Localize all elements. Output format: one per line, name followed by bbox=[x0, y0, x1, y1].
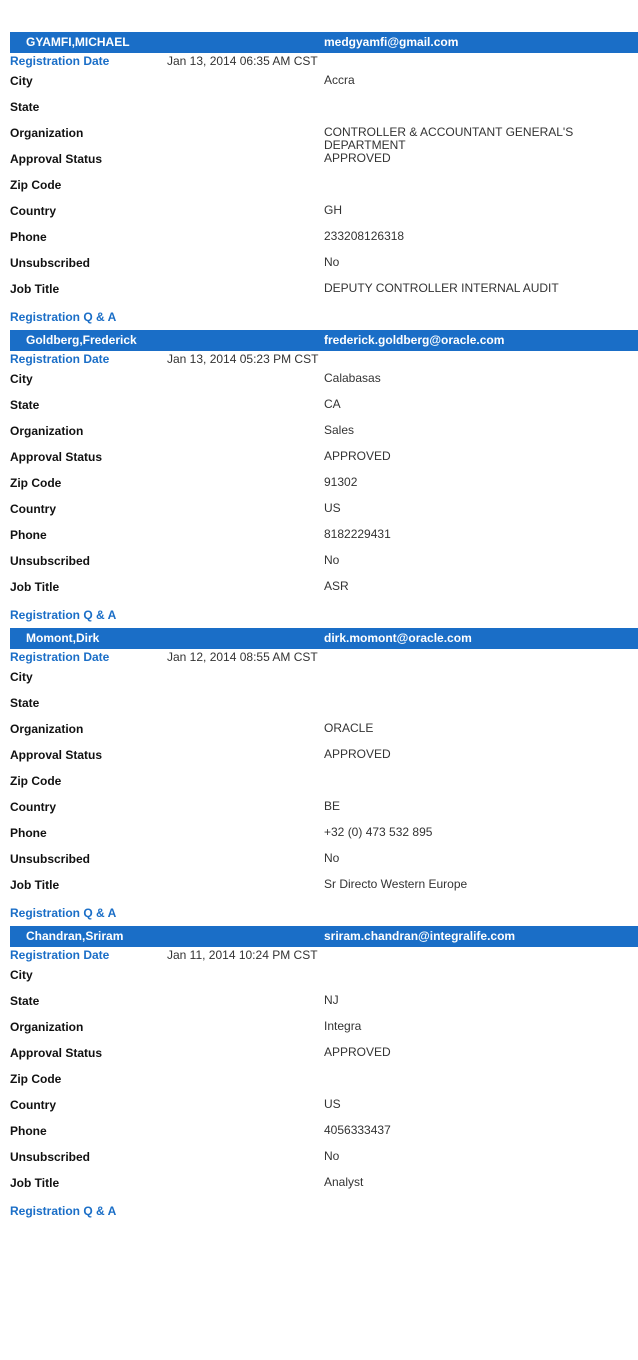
organization-row bbox=[10, 424, 630, 450]
city-label: City bbox=[10, 74, 33, 88]
state-row bbox=[10, 100, 630, 126]
registration-date-value: Jan 11, 2014 10:24 PM CST bbox=[167, 948, 318, 962]
approval-status-value: APPROVED bbox=[324, 449, 391, 463]
organization-value: Integra bbox=[324, 1019, 362, 1033]
job-title-label: Job Title bbox=[10, 282, 60, 296]
country-label: Country bbox=[10, 204, 56, 218]
approval-status-row bbox=[10, 1046, 630, 1072]
zip-code-row bbox=[10, 178, 630, 204]
approval-status-label: Approval Status bbox=[10, 1046, 103, 1060]
organization-row bbox=[10, 722, 630, 748]
organization-label: Organization bbox=[10, 424, 84, 438]
country-row bbox=[10, 502, 630, 528]
phone-label: Phone bbox=[10, 1124, 47, 1138]
country-value: US bbox=[324, 1097, 341, 1111]
unsubscribed-value: No bbox=[324, 255, 340, 269]
unsubscribed-value: No bbox=[324, 553, 340, 567]
registration-date-label: Registration Date bbox=[10, 650, 110, 664]
zip-code-label: Zip Code bbox=[10, 476, 62, 490]
registrant-record bbox=[0, 926, 638, 1224]
city-row bbox=[10, 670, 630, 696]
state-value: NJ bbox=[324, 993, 339, 1007]
phone-value: 233208126318 bbox=[324, 229, 405, 243]
registration-qa-link[interactable]: Registration Q & A bbox=[10, 310, 117, 324]
registration-qa-link[interactable]: Registration Q & A bbox=[10, 906, 117, 920]
registration-date-row bbox=[10, 948, 630, 962]
registrant-header bbox=[10, 926, 638, 947]
approval-status-label: Approval Status bbox=[10, 152, 103, 166]
organization-row bbox=[10, 126, 630, 152]
unsubscribed-value: No bbox=[324, 1149, 340, 1163]
job-title-value: Sr Directo Western Europe bbox=[324, 877, 468, 891]
state-label: State bbox=[10, 994, 40, 1008]
registrant-email[interactable]: sriram.chandran@integralife.com bbox=[324, 929, 516, 943]
registrant-header bbox=[10, 628, 638, 649]
approval-status-row bbox=[10, 152, 630, 178]
registrant-record bbox=[0, 330, 638, 628]
approval-status-label: Approval Status bbox=[10, 450, 103, 464]
phone-row bbox=[10, 528, 630, 554]
zip-code-label: Zip Code bbox=[10, 1072, 62, 1086]
state-row bbox=[10, 994, 630, 1020]
registrant-record bbox=[0, 628, 638, 926]
city-value: Accra bbox=[324, 73, 355, 87]
unsubscribed-row bbox=[10, 852, 630, 878]
registration-date-label: Registration Date bbox=[10, 948, 110, 962]
unsubscribed-label: Unsubscribed bbox=[10, 1150, 91, 1164]
country-value: GH bbox=[324, 203, 342, 217]
state-row bbox=[10, 696, 630, 722]
job-title-row bbox=[10, 1176, 630, 1202]
registration-date-value: Jan 13, 2014 05:23 PM CST bbox=[167, 352, 319, 366]
job-title-row bbox=[10, 282, 630, 308]
approval-status-label: Approval Status bbox=[10, 748, 103, 762]
registrant-record bbox=[0, 32, 638, 330]
organization-value: Sales bbox=[324, 423, 355, 437]
registrant-name: Goldberg,Frederick bbox=[26, 333, 137, 347]
zip-code-value: 91302 bbox=[324, 475, 358, 489]
phone-value: +32 (0) 473 532 895 bbox=[324, 825, 433, 839]
approval-status-value: APPROVED bbox=[324, 747, 391, 761]
country-label: Country bbox=[10, 1098, 56, 1112]
registration-date-label: Registration Date bbox=[10, 54, 110, 68]
organization-row bbox=[10, 1020, 630, 1046]
unsubscribed-label: Unsubscribed bbox=[10, 554, 91, 568]
unsubscribed-label: Unsubscribed bbox=[10, 256, 91, 270]
job-title-label: Job Title bbox=[10, 878, 60, 892]
unsubscribed-row bbox=[10, 256, 630, 282]
approval-status-row bbox=[10, 748, 630, 774]
city-label: City bbox=[10, 372, 33, 386]
job-title-row bbox=[10, 580, 630, 606]
country-row bbox=[10, 1098, 630, 1124]
state-row bbox=[10, 398, 630, 424]
country-value: US bbox=[324, 501, 341, 515]
phone-label: Phone bbox=[10, 528, 47, 542]
zip-code-label: Zip Code bbox=[10, 178, 62, 192]
job-title-row bbox=[10, 878, 630, 904]
country-label: Country bbox=[10, 800, 56, 814]
job-title-value: DEPUTY CONTROLLER INTERNAL AUDIT bbox=[324, 281, 559, 295]
registrant-header bbox=[10, 32, 638, 53]
registration-qa-link[interactable]: Registration Q & A bbox=[10, 1204, 117, 1218]
phone-value: 8182229431 bbox=[324, 527, 391, 541]
approval-status-value: APPROVED bbox=[324, 151, 391, 165]
state-label: State bbox=[10, 696, 40, 710]
phone-row bbox=[10, 1124, 630, 1150]
job-title-label: Job Title bbox=[10, 580, 60, 594]
city-row bbox=[10, 968, 630, 994]
organization-value: ORACLE bbox=[324, 721, 374, 735]
registrant-header bbox=[10, 330, 638, 351]
registration-date-row bbox=[10, 650, 630, 664]
state-label: State bbox=[10, 100, 40, 114]
registration-date-value: Jan 12, 2014 08:55 AM CST bbox=[167, 650, 318, 664]
organization-label: Organization bbox=[10, 126, 84, 140]
city-row bbox=[10, 74, 630, 100]
registration-date-label: Registration Date bbox=[10, 352, 110, 366]
phone-value: 4056333437 bbox=[324, 1123, 391, 1137]
registration-date-value: Jan 13, 2014 06:35 AM CST bbox=[167, 54, 318, 68]
country-label: Country bbox=[10, 502, 56, 516]
unsubscribed-row bbox=[10, 554, 630, 580]
organization-value: CONTROLLER & ACCOUNTANT GENERAL'S DEPARTMENT bbox=[324, 125, 574, 152]
country-row bbox=[10, 800, 630, 826]
phone-row bbox=[10, 826, 630, 852]
unsubscribed-label: Unsubscribed bbox=[10, 852, 91, 866]
city-label: City bbox=[10, 670, 33, 684]
zip-code-label: Zip Code bbox=[10, 774, 62, 788]
job-title-value: Analyst bbox=[324, 1175, 364, 1189]
city-label: City bbox=[10, 968, 33, 982]
approval-status-value: APPROVED bbox=[324, 1045, 391, 1059]
registrant-email[interactable]: dirk.momont@oracle.com bbox=[324, 631, 472, 645]
country-row bbox=[10, 204, 630, 230]
registration-qa-link[interactable]: Registration Q & A bbox=[10, 608, 117, 622]
job-title-label: Job Title bbox=[10, 1176, 60, 1190]
job-title-value: ASR bbox=[324, 579, 349, 593]
city-value: Calabasas bbox=[324, 371, 381, 385]
phone-row bbox=[10, 230, 630, 256]
phone-label: Phone bbox=[10, 230, 47, 244]
approval-status-row bbox=[10, 450, 630, 476]
state-value: CA bbox=[324, 397, 341, 411]
registrant-email[interactable]: frederick.goldberg@oracle.com bbox=[324, 333, 505, 347]
registrant-name: Chandran,Sriram bbox=[26, 929, 124, 943]
unsubscribed-value: No bbox=[324, 851, 340, 865]
phone-label: Phone bbox=[10, 826, 47, 840]
organization-label: Organization bbox=[10, 1020, 84, 1034]
registration-date-row bbox=[10, 352, 630, 366]
registrant-email[interactable]: medgyamfi@gmail.com bbox=[324, 35, 459, 49]
zip-code-row bbox=[10, 774, 630, 800]
registrant-name: GYAMFI,MICHAEL bbox=[26, 35, 130, 49]
unsubscribed-row bbox=[10, 1150, 630, 1176]
organization-label: Organization bbox=[10, 722, 84, 736]
state-label: State bbox=[10, 398, 40, 412]
zip-code-row bbox=[10, 476, 630, 502]
registration-date-row bbox=[10, 54, 630, 68]
country-value: BE bbox=[324, 799, 341, 813]
zip-code-row bbox=[10, 1072, 630, 1098]
registrant-name: Momont,Dirk bbox=[26, 631, 100, 645]
city-row bbox=[10, 372, 630, 398]
